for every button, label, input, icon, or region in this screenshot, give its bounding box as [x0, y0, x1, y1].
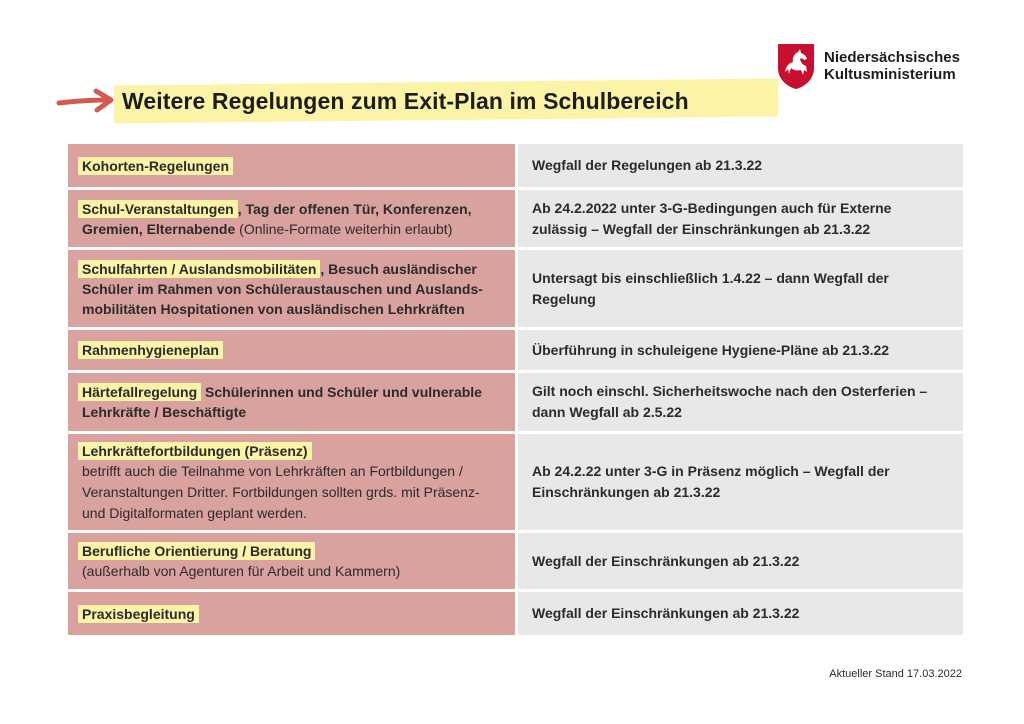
table-row — [68, 330, 963, 370]
regulation-cell — [68, 373, 515, 431]
status-cell — [518, 434, 963, 530]
table-row — [68, 144, 963, 187]
status-cell — [518, 330, 963, 370]
regulation-cell — [68, 144, 515, 187]
status-cell — [518, 533, 963, 589]
status-cell — [518, 592, 963, 635]
regulation-title: Schul-Veranstaltungen — [78, 200, 238, 218]
table-row — [68, 250, 963, 327]
regulation-title: Lehrkräftefortbildungen (Präsenz) — [78, 442, 312, 460]
page-title: Weitere Regelungen zum Exit-Plan im Schulbereich — [122, 88, 689, 114]
regulation-title: Härtefallregelung — [78, 383, 201, 401]
table-row — [68, 533, 963, 589]
status-cell — [518, 190, 963, 247]
status-text: Überführung in schuleigene Hygiene-Pläne ab 21.3.22 — [532, 341, 890, 358]
arrow-right-icon — [56, 88, 118, 114]
table-row — [68, 592, 963, 635]
regulation-detail: , Tag der offenen Tür, Konferenzen, Gremien, Elternabende — [82, 200, 472, 237]
regulation-cell — [68, 434, 515, 530]
regulation-cell — [68, 190, 515, 247]
regulation-detail: , Besuch ausländischer Schüler im Rahmen von Schüleraustauschen und Auslands-mobilitäten Hospitationen von ausländischen Lehrkräften — [82, 260, 483, 317]
regulation-title: Schulfahrten / Auslandsmobilitäten — [78, 260, 320, 278]
status-cell — [518, 144, 963, 187]
status-cell — [518, 250, 963, 327]
regulation-cell — [68, 250, 515, 327]
status-cell — [518, 373, 963, 431]
status-text: Ab 24.2.2022 unter 3-G-Bedingungen auch für Externe zulässig – Wegfall der Einschränkungen ab 21.3.22 — [532, 199, 892, 237]
status-text: Untersagt bis einschließlich 1.4.22 – dann Wegfall der Regelung — [532, 269, 889, 307]
regulation-title: Rahmenhygieneplan — [78, 341, 223, 359]
regulation-cell — [68, 592, 515, 635]
horse-crest-icon — [776, 42, 816, 90]
status-text: Ab 24.2.22 unter 3-G in Präsenz möglich – Wegfall der Einschränkungen ab 21.3.22 — [532, 463, 890, 500]
status-text: Wegfall der Regelungen ab 21.3.22 — [532, 157, 763, 173]
regulation-detail: Schülerinnen und Schüler und vulnerable Lehrkräfte / Beschäftigte — [82, 384, 482, 420]
status-text: Wegfall der Einschränkungen ab 21.3.22 — [532, 552, 800, 569]
regulation-cell — [68, 330, 515, 370]
regulations-table — [68, 144, 963, 638]
table-row — [68, 190, 963, 247]
status-text: Gilt noch einschl. Sicherheitswoche nach den Osterferien – dann Wegfall ab 2.5.22 — [532, 383, 928, 420]
status-text: Wegfall der Einschränkungen ab 21.3.22 — [532, 605, 800, 621]
regulation-title: Kohorten-Regelungen — [78, 157, 233, 175]
ministry-logo — [776, 42, 960, 90]
regulation-note: (außerhalb von Agenturen für Arbeit und Kammern) — [82, 562, 401, 579]
regulation-note: betrifft auch die Teilnahme von Lehrkräften an Fortbildungen / Veranstaltungen Dritter. Fortbildungen sollten grds. mit Präsenz- und Digitalformaten geplant werden. — [82, 462, 480, 521]
regulation-cell — [68, 533, 515, 589]
table-row — [68, 434, 963, 530]
regulation-title: Berufliche Orientierung / Beratung — [78, 542, 315, 560]
logo-line-1: Niedersächsisches — [824, 49, 960, 66]
logo-line-2: Kultusministerium — [824, 66, 956, 83]
regulation-title: Praxisbegleitung — [78, 605, 199, 623]
table-row — [68, 373, 963, 431]
last-updated: Aktueller Stand 17.03.2022 — [829, 668, 962, 680]
regulation-note: (Online-Formate weiterhin erlaubt) — [235, 220, 453, 237]
